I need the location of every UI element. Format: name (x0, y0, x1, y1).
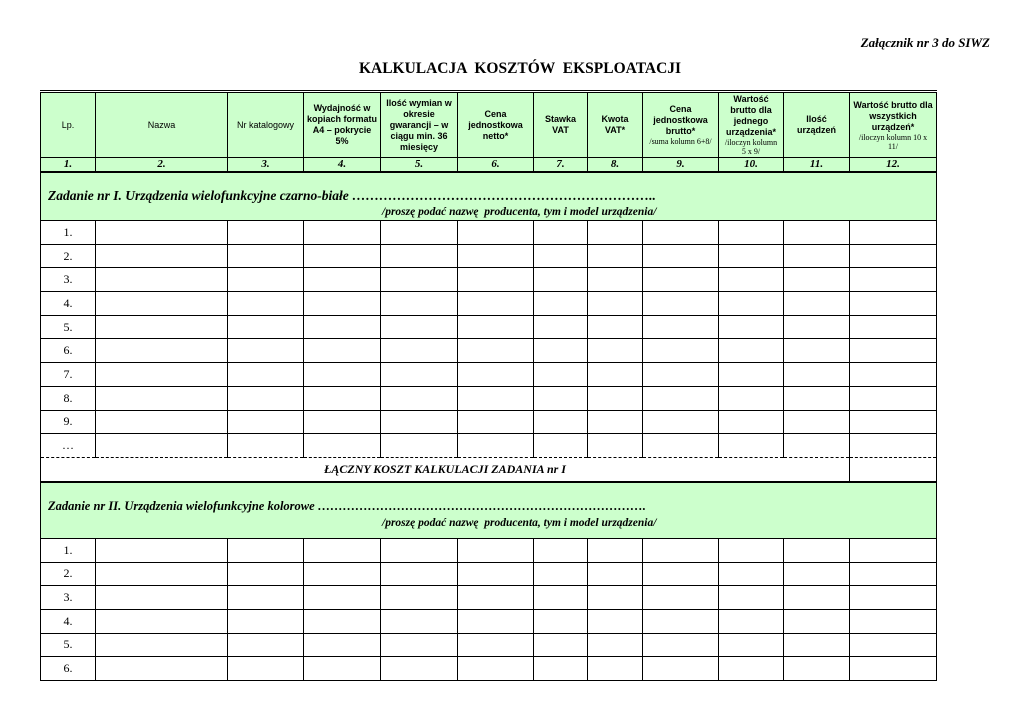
task-1-rows (41, 221, 937, 458)
cell-cena-brutto (643, 339, 719, 363)
cell-cena-brutto (643, 268, 719, 292)
cell-nr-katalogowy (228, 292, 304, 316)
cell-cena-brutto (643, 315, 719, 339)
cell-cena-brutto (643, 538, 719, 562)
table-row (41, 244, 937, 268)
column-number: 9. (643, 158, 719, 173)
row-number: 6. (41, 339, 96, 363)
cell-kwota-vat (588, 657, 643, 681)
cell-cena-netto (458, 268, 534, 292)
cell-wydajnosc (304, 315, 381, 339)
cell-nr-katalogowy (228, 244, 304, 268)
row-number: 7. (41, 363, 96, 387)
table-row (41, 562, 937, 586)
task-2-rows (41, 538, 937, 680)
column-header-label: Ilość urządzeń (796, 114, 836, 135)
cell-cena-netto (458, 363, 534, 387)
cell-nazwa (96, 386, 228, 410)
cell-nazwa (96, 609, 228, 633)
cell-wartosc-jednego (719, 609, 784, 633)
column-header-note: /iloczyn kolumn 10 x 11/ (858, 132, 928, 151)
cell-ilosc-urzadzen (784, 410, 850, 434)
column-header-nazwa (96, 92, 228, 158)
cell-wartosc-wszystkich (850, 268, 937, 292)
cell-ilosc-urzadzen (784, 339, 850, 363)
cell-nr-katalogowy (228, 268, 304, 292)
table-row (41, 586, 937, 610)
cell-wartosc-jednego (719, 538, 784, 562)
cell-kwota-vat (588, 562, 643, 586)
task-2-title: Zadanie nr II. Urządzenia wielofunkcyjne kolorowe ……………………………………………………………………. (48, 498, 646, 513)
cell-ilosc-wymian (381, 221, 458, 245)
column-header-label: Wartość brutto dla jednego urządzenia* (725, 94, 776, 137)
cell-cena-netto (458, 657, 534, 681)
cell-ilosc-wymian (381, 633, 458, 657)
cell-wartosc-jednego (719, 363, 784, 387)
cell-kwota-vat (588, 538, 643, 562)
table-row (41, 609, 937, 633)
row-number: 5. (41, 315, 96, 339)
cell-nr-katalogowy (228, 586, 304, 610)
cell-stawka-vat (534, 268, 588, 292)
task-1-header (41, 172, 937, 221)
cell-ilosc-wymian (381, 268, 458, 292)
cell-cena-netto (458, 410, 534, 434)
row-number: 2. (41, 244, 96, 268)
table-row (41, 292, 937, 316)
cell-nr-katalogowy (228, 410, 304, 434)
cell-stawka-vat (534, 410, 588, 434)
cell-wartosc-jednego (719, 633, 784, 657)
row-number: 2. (41, 562, 96, 586)
cell-cena-netto (458, 386, 534, 410)
cell-wartosc-wszystkich (850, 363, 937, 387)
cell-ilosc-wymian (381, 315, 458, 339)
cell-wartosc-wszystkich (850, 586, 937, 610)
column-header-ilosc-urzadzen (784, 92, 850, 158)
task-1-total-value (850, 457, 937, 482)
cell-nr-katalogowy (228, 315, 304, 339)
cell-kwota-vat (588, 586, 643, 610)
cell-wartosc-wszystkich (850, 657, 937, 681)
table-row (41, 221, 937, 245)
table-row (41, 633, 937, 657)
column-header-label: Cena jednostkowa netto* (468, 108, 523, 141)
column-header-cena-brutto (643, 92, 719, 158)
cell-wartosc-wszystkich (850, 339, 937, 363)
cell-wartosc-jednego (719, 434, 784, 458)
cell-kwota-vat (588, 410, 643, 434)
cell-wartosc-wszystkich (850, 434, 937, 458)
cell-wydajnosc (304, 363, 381, 387)
column-header-row (41, 92, 937, 158)
cell-wydajnosc (304, 562, 381, 586)
column-number: 12. (850, 158, 937, 173)
cell-ilosc-wymian (381, 562, 458, 586)
cell-wydajnosc (304, 434, 381, 458)
cell-nr-katalogowy (228, 538, 304, 562)
column-header-cena-netto (458, 92, 534, 158)
cell-kwota-vat (588, 292, 643, 316)
cell-nazwa (96, 221, 228, 245)
task-1-total-row (41, 457, 937, 482)
cell-wydajnosc (304, 410, 381, 434)
cell-ilosc-urzadzen (784, 244, 850, 268)
cell-cena-netto (458, 221, 534, 245)
cell-ilosc-wymian (381, 538, 458, 562)
cell-ilosc-wymian (381, 363, 458, 387)
cell-stawka-vat (534, 633, 588, 657)
row-number: 4. (41, 609, 96, 633)
cell-cena-brutto (643, 562, 719, 586)
cell-cena-netto (458, 339, 534, 363)
table-row (41, 410, 937, 434)
cell-cena-brutto (643, 657, 719, 681)
cell-kwota-vat (588, 609, 643, 633)
cell-wartosc-jednego (719, 562, 784, 586)
column-header-note: /suma kolumn 6+8/ (649, 137, 712, 146)
row-number: … (41, 434, 96, 458)
cell-ilosc-urzadzen (784, 562, 850, 586)
column-number: 10. (719, 158, 784, 173)
column-number: 6. (458, 158, 534, 173)
column-header-label: Lp. (61, 119, 75, 130)
cell-wydajnosc (304, 221, 381, 245)
row-number: 1. (41, 221, 96, 245)
column-header-kwota-vat (588, 92, 643, 158)
cost-calculation-table (40, 90, 937, 681)
table-row (41, 657, 937, 681)
cell-wydajnosc (304, 386, 381, 410)
cell-ilosc-urzadzen (784, 657, 850, 681)
row-number: 1. (41, 538, 96, 562)
row-number: 6. (41, 657, 96, 681)
cell-nr-katalogowy (228, 657, 304, 681)
column-header-label: Ilość wymian w okresie gwarancji – w ciągu min. 36 miesięcy (386, 97, 452, 152)
cell-cena-netto (458, 244, 534, 268)
cell-nr-katalogowy (228, 562, 304, 586)
column-header-label: Nr katalogowy (236, 119, 295, 130)
cell-nazwa (96, 339, 228, 363)
cell-ilosc-urzadzen (784, 315, 850, 339)
cell-nazwa (96, 410, 228, 434)
column-header-label: Wydajność w kopiach formatu A4 – pokrycie 5% (307, 103, 378, 146)
column-header-label: Nazwa (147, 119, 176, 130)
cell-wartosc-wszystkich (850, 386, 937, 410)
cell-stawka-vat (534, 538, 588, 562)
column-header-note: /iloczyn kolumn 5 x 9/ (724, 138, 778, 156)
cell-nr-katalogowy (228, 363, 304, 387)
cell-nr-katalogowy (228, 221, 304, 245)
cell-wydajnosc (304, 633, 381, 657)
column-header-wartosc-jednego (719, 92, 784, 158)
cell-nazwa (96, 363, 228, 387)
cell-wartosc-jednego (719, 268, 784, 292)
cell-ilosc-urzadzen (784, 292, 850, 316)
task-2-header (41, 482, 937, 539)
cell-cena-brutto (643, 386, 719, 410)
cell-ilosc-urzadzen (784, 633, 850, 657)
cell-ilosc-wymian (381, 339, 458, 363)
column-header-label: Wartość brutto dla wszystkich urządzeń* (853, 99, 933, 132)
cell-nr-katalogowy (228, 633, 304, 657)
cell-wydajnosc (304, 657, 381, 681)
cell-wartosc-jednego (719, 586, 784, 610)
row-number: 4. (41, 292, 96, 316)
column-number: 2. (96, 158, 228, 173)
column-header-stawka-vat (534, 92, 588, 158)
cell-cena-netto (458, 434, 534, 458)
cell-ilosc-urzadzen (784, 538, 850, 562)
cell-stawka-vat (534, 562, 588, 586)
column-header-label: Kwota VAT* (601, 114, 629, 135)
cell-kwota-vat (588, 363, 643, 387)
column-number-row (41, 158, 937, 173)
cell-cena-netto (458, 562, 534, 586)
cell-kwota-vat (588, 633, 643, 657)
cell-stawka-vat (534, 386, 588, 410)
cell-stawka-vat (534, 339, 588, 363)
table-row (41, 268, 937, 292)
cell-ilosc-wymian (381, 410, 458, 434)
cell-kwota-vat (588, 315, 643, 339)
cell-nazwa (96, 586, 228, 610)
cell-cena-brutto (643, 292, 719, 316)
cell-wartosc-wszystkich (850, 562, 937, 586)
column-header-ilosc-wymian (381, 92, 458, 158)
task-1-title: Zadanie nr I. Urządzenia wielofunkcyjne czarno-białe ………………………………………………………….. (48, 188, 656, 203)
table-row (41, 386, 937, 410)
cell-ilosc-urzadzen (784, 434, 850, 458)
cell-cena-netto (458, 315, 534, 339)
row-number: 3. (41, 586, 96, 610)
cell-ilosc-wymian (381, 244, 458, 268)
cell-cena-netto (458, 633, 534, 657)
cell-cena-netto (458, 586, 534, 610)
cell-wartosc-jednego (719, 292, 784, 316)
cell-nazwa (96, 315, 228, 339)
cell-stawka-vat (534, 363, 588, 387)
cell-wartosc-jednego (719, 221, 784, 245)
task-1-header-row (41, 172, 937, 221)
table-row (41, 538, 937, 562)
table-row (41, 363, 937, 387)
cell-stawka-vat (534, 315, 588, 339)
cell-wartosc-jednego (719, 315, 784, 339)
cell-wartosc-wszystkich (850, 292, 937, 316)
column-header-wydajnosc (304, 92, 381, 158)
cell-nazwa (96, 434, 228, 458)
cell-wartosc-wszystkich (850, 315, 937, 339)
cell-cena-brutto (643, 609, 719, 633)
task-2-header-row (41, 482, 937, 539)
cell-ilosc-urzadzen (784, 363, 850, 387)
cell-kwota-vat (588, 339, 643, 363)
cell-cena-netto (458, 292, 534, 316)
cell-wartosc-wszystkich (850, 244, 937, 268)
cell-ilosc-wymian (381, 657, 458, 681)
cell-nr-katalogowy (228, 434, 304, 458)
cell-ilosc-wymian (381, 586, 458, 610)
cell-wydajnosc (304, 538, 381, 562)
cell-kwota-vat (588, 386, 643, 410)
cell-nr-katalogowy (228, 386, 304, 410)
column-number: 11. (784, 158, 850, 173)
cell-nr-katalogowy (228, 609, 304, 633)
cell-cena-brutto (643, 633, 719, 657)
column-number: 8. (588, 158, 643, 173)
column-number: 4. (304, 158, 381, 173)
cell-wartosc-wszystkich (850, 221, 937, 245)
cell-wartosc-wszystkich (850, 633, 937, 657)
cell-stawka-vat (534, 244, 588, 268)
column-header-label: Stawka VAT (544, 114, 577, 135)
cell-nazwa (96, 244, 228, 268)
cell-cena-brutto (643, 221, 719, 245)
cell-ilosc-wymian (381, 434, 458, 458)
column-number: 1. (41, 158, 96, 173)
cell-wartosc-wszystkich (850, 410, 937, 434)
row-number: 3. (41, 268, 96, 292)
column-header-lp (41, 92, 96, 158)
cell-wartosc-jednego (719, 657, 784, 681)
cell-ilosc-wymian (381, 609, 458, 633)
cell-cena-brutto (643, 586, 719, 610)
cell-wartosc-wszystkich (850, 609, 937, 633)
cell-ilosc-urzadzen (784, 386, 850, 410)
cell-cena-brutto (643, 244, 719, 268)
task-1-hint: /proszę podać nazwę producenta, tym i model urządzenia/ (382, 206, 657, 218)
cell-ilosc-urzadzen (784, 609, 850, 633)
cell-cena-brutto (643, 410, 719, 434)
cell-ilosc-wymian (381, 386, 458, 410)
cell-kwota-vat (588, 268, 643, 292)
cell-stawka-vat (534, 292, 588, 316)
cell-nazwa (96, 562, 228, 586)
task-2-hint: /proszę podać nazwę producenta, tym i model urządzenia/ (382, 516, 657, 529)
column-header-wartosc-wszystkich (850, 92, 937, 158)
cell-wydajnosc (304, 244, 381, 268)
cell-wydajnosc (304, 268, 381, 292)
cell-wydajnosc (304, 609, 381, 633)
task-1-total-label: ŁĄCZNY KOSZT KALKULACJI ZADANIA nr I (41, 457, 850, 482)
table-row (41, 339, 937, 363)
column-number: 5. (381, 158, 458, 173)
table-row (41, 434, 937, 458)
cell-ilosc-wymian (381, 292, 458, 316)
cell-nr-katalogowy (228, 339, 304, 363)
column-number: 7. (534, 158, 588, 173)
cell-nazwa (96, 292, 228, 316)
cell-cena-netto (458, 609, 534, 633)
cell-wydajnosc (304, 292, 381, 316)
cell-wydajnosc (304, 586, 381, 610)
table-row (41, 315, 937, 339)
cell-ilosc-urzadzen (784, 586, 850, 610)
column-header-label: Cena jednostkowa brutto* (653, 104, 708, 136)
row-number: 5. (41, 633, 96, 657)
cell-nazwa (96, 538, 228, 562)
cell-nazwa (96, 633, 228, 657)
cell-kwota-vat (588, 434, 643, 458)
cell-ilosc-urzadzen (784, 268, 850, 292)
cell-stawka-vat (534, 657, 588, 681)
cell-kwota-vat (588, 221, 643, 245)
column-header-nr-katalogowy (228, 92, 304, 158)
attachment-label: Załącznik nr 3 do SIWZ (860, 35, 990, 50)
cell-stawka-vat (534, 434, 588, 458)
cell-stawka-vat (534, 609, 588, 633)
cell-nazwa (96, 657, 228, 681)
cell-cena-brutto (643, 434, 719, 458)
row-number: 8. (41, 386, 96, 410)
row-number: 9. (41, 410, 96, 434)
cell-wartosc-jednego (719, 386, 784, 410)
column-number: 3. (228, 158, 304, 173)
cell-wydajnosc (304, 339, 381, 363)
cell-wartosc-jednego (719, 410, 784, 434)
cell-wartosc-jednego (719, 339, 784, 363)
cell-ilosc-urzadzen (784, 221, 850, 245)
cell-cena-brutto (643, 363, 719, 387)
cell-wartosc-wszystkich (850, 538, 937, 562)
cell-wartosc-jednego (719, 244, 784, 268)
page-title: KALKULACJA KOSZTÓW EKSPLOATACJI (358, 60, 682, 77)
cell-kwota-vat (588, 244, 643, 268)
cell-stawka-vat (534, 221, 588, 245)
cell-cena-netto (458, 538, 534, 562)
cell-nazwa (96, 268, 228, 292)
cell-stawka-vat (534, 586, 588, 610)
